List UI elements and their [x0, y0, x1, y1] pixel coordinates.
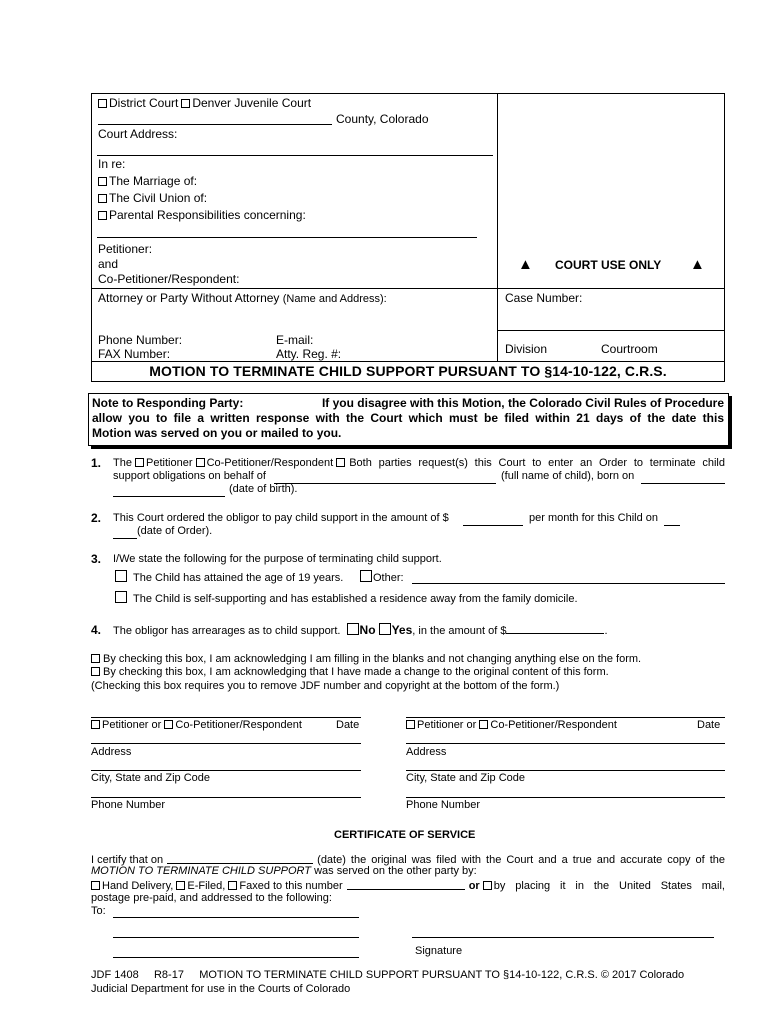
- arrears-yes-checkbox[interactable]: [379, 623, 391, 635]
- sig-left-copetitioner-checkbox[interactable]: [164, 720, 173, 729]
- petitioner-label: Petitioner:: [98, 242, 153, 256]
- court-use-only-label: COURT USE ONLY: [555, 258, 662, 272]
- sig-left-petitioner-checkbox[interactable]: [91, 720, 100, 729]
- phone-right-label: Phone Number: [406, 799, 480, 811]
- other-blank[interactable]: [412, 583, 725, 584]
- city-line-left[interactable]: [91, 770, 361, 771]
- fax-number-blank[interactable]: [347, 878, 465, 890]
- item-1-line-2a: support obligations on behalf of: [113, 470, 266, 482]
- in-re-label: In re:: [98, 157, 126, 171]
- court-address-label: Court Address:: [98, 127, 178, 141]
- marriage-checkbox[interactable]: [98, 177, 107, 186]
- caption-rule-division: [497, 330, 725, 331]
- item-2-line-1b: per month for this Child on: [529, 512, 659, 524]
- order-date-blank-2[interactable]: [113, 538, 137, 539]
- footer-line-2: Judicial Department for use in the Courts of Colorado: [91, 983, 351, 995]
- cert-to-label: To:: [91, 905, 106, 917]
- phone-line-right[interactable]: [406, 797, 725, 798]
- item-3-option-1: The Child has attained the age of 19 years.: [115, 570, 343, 584]
- faxed-checkbox[interactable]: [228, 881, 237, 890]
- division-label: Division: [505, 342, 548, 356]
- note-line-3: Motion was served on you or mailed to you.: [92, 426, 342, 440]
- ack-changed-checkbox[interactable]: [91, 667, 100, 676]
- cert-date-blank[interactable]: [167, 852, 313, 864]
- dob-blank[interactable]: [113, 496, 225, 497]
- signature-line[interactable]: [412, 937, 714, 938]
- item-3-option-2: The Child is self-supporting and has established a residence away from the family domicile.: [115, 591, 578, 605]
- sig-right-label: Petitioner or Co-Petitioner/Respondent: [406, 719, 617, 731]
- caption-rule-inre: [97, 155, 493, 156]
- item-3-number: 3.: [91, 552, 102, 566]
- denver-juvenile-checkbox[interactable]: [181, 99, 190, 108]
- to-line-3[interactable]: [113, 957, 359, 958]
- item-1-line-2b: (full name of child), born on: [501, 470, 635, 482]
- sig-right-petitioner-checkbox[interactable]: [406, 720, 415, 729]
- fax-label: FAX Number:: [98, 347, 171, 361]
- case-number-label: Case Number:: [505, 291, 583, 305]
- sig-line-right[interactable]: [406, 717, 725, 718]
- item-4-number: 4.: [91, 623, 102, 637]
- co-petitioner-label: Co-Petitioner/Respondent:: [98, 272, 240, 286]
- to-line-2[interactable]: [113, 937, 359, 938]
- item-4-line: The obligor has arrearages as to child support. No Yes, in the amount of $ .: [113, 623, 608, 637]
- both-parties-checkbox[interactable]: [336, 458, 345, 467]
- phone-left-label: Phone Number: [91, 799, 165, 811]
- parental-option: Parental Responsibilities concerning:: [98, 208, 306, 222]
- caption-divider: [497, 93, 498, 361]
- arrears-no-checkbox[interactable]: [347, 623, 359, 635]
- civil-union-option: The Civil Union of:: [98, 191, 207, 205]
- ack-line-1: By checking this box, I am acknowledging I am filling in the blanks and not changing anything else on the form.: [91, 653, 641, 665]
- city-left-label: City, State and Zip Code: [91, 772, 211, 784]
- and-label: and: [98, 257, 119, 271]
- address-line-right[interactable]: [406, 743, 725, 744]
- note-line-1: Note to Responding Party: If you disagree with this Motion, the Colorado Civil Rules of Procedure: [92, 396, 724, 410]
- note-line-2: allow you to file a written response with the Court which must be filed within 21 days of the date this: [92, 411, 724, 425]
- amount-blank[interactable]: [463, 525, 523, 526]
- signature-label: Signature: [415, 945, 463, 957]
- sig-left-date: Date: [336, 719, 360, 731]
- born-on-blank[interactable]: [641, 483, 725, 484]
- item-3-other: Other:: [360, 570, 404, 584]
- efiled-checkbox[interactable]: [176, 881, 185, 890]
- cert-line-4: postage pre-paid, and addressed to the following:: [91, 892, 332, 904]
- item-1-number: 1.: [91, 456, 102, 470]
- arrears-amount-blank[interactable]: [506, 623, 604, 634]
- address-left-label: Address: [91, 746, 132, 758]
- hand-delivery-checkbox[interactable]: [91, 881, 100, 890]
- phone-line-left[interactable]: [91, 797, 361, 798]
- address-line-left[interactable]: [91, 743, 361, 744]
- court-select-row: District Court Denver Juvenile Court: [98, 96, 311, 110]
- city-right-label: City, State and Zip Code: [406, 772, 526, 784]
- item-3-intro: I/We state the following for the purpose of terminating child support.: [113, 553, 442, 565]
- other-checkbox[interactable]: [360, 570, 372, 582]
- up-arrow-icon: ▲: [690, 256, 705, 273]
- attorney-label: Attorney or Party Without Attorney (Name and Address):: [98, 291, 387, 305]
- cert-line-2: MOTION TO TERMINATE CHILD SUPPORT was served on the other party by:: [91, 865, 477, 877]
- cert-line-1: I certify that on (date) the original was filed with the Court and a true and accurate copy of the: [91, 854, 725, 866]
- item-1-line-1: The Petitioner Co-Petitioner/Respondent Both parties request(s) this Court to enter an Order to terminate child: [113, 457, 725, 469]
- sig-left-label: Petitioner or Co-Petitioner/Respondent: [91, 719, 302, 731]
- county-blank[interactable]: [98, 124, 332, 125]
- form-title: MOTION TO TERMINATE CHILD SUPPORT PURSUANT TO §14-10-122, C.R.S.: [149, 363, 667, 379]
- sig-line-left[interactable]: [91, 717, 361, 718]
- sig-right-copetitioner-checkbox[interactable]: [479, 720, 488, 729]
- ack-line-3: (Checking this box requires you to remove JDF number and copyright at the bottom of the form.): [91, 680, 560, 692]
- district-court-checkbox[interactable]: [98, 99, 107, 108]
- child-name-blank[interactable]: [274, 483, 496, 484]
- cert-line-3: Hand Delivery, E-Filed, Faxed to this number or by placing it in the United States mail,: [91, 878, 725, 892]
- to-line-1[interactable]: [113, 917, 359, 918]
- phone-label: Phone Number:: [98, 333, 183, 347]
- age-19-checkbox[interactable]: [115, 570, 127, 582]
- civil-union-checkbox[interactable]: [98, 194, 107, 203]
- mail-checkbox[interactable]: [483, 881, 492, 890]
- item-2-line-2: (date of Order).: [137, 525, 213, 537]
- email-label: E-mail:: [276, 333, 314, 347]
- courtroom-label: Courtroom: [601, 342, 658, 356]
- order-date-blank[interactable]: [664, 525, 680, 526]
- petitioner-checkbox[interactable]: [135, 458, 144, 467]
- self-supporting-checkbox[interactable]: [115, 591, 127, 603]
- co-petitioner-checkbox[interactable]: [196, 458, 205, 467]
- parental-checkbox[interactable]: [98, 211, 107, 220]
- caption-rule-attorney: [91, 288, 725, 289]
- county-label: County, Colorado: [336, 112, 429, 126]
- footer-line-1: JDF 1408 R8-17 MOTION TO TERMINATE CHILD SUPPORT PURSUANT TO §14-10-122, C.R.S. © 2017 Colorado: [91, 969, 685, 981]
- city-line-right[interactable]: [406, 770, 725, 771]
- caption-rule-title: [91, 361, 725, 362]
- item-2-number: 2.: [91, 511, 102, 525]
- caption-rule-parties: [97, 237, 477, 238]
- address-right-label: Address: [406, 746, 447, 758]
- certificate-heading: CERTIFICATE OF SERVICE: [334, 829, 476, 841]
- atty-reg-label: Atty. Reg. #:: [276, 347, 342, 361]
- marriage-option: The Marriage of:: [98, 174, 197, 188]
- ack-no-change-checkbox[interactable]: [91, 654, 100, 663]
- ack-line-2: By checking this box, I am acknowledging that I have made a change to the original content of this form.: [91, 666, 609, 678]
- up-arrow-icon: ▲: [518, 256, 533, 273]
- item-1-line-3: (date of birth).: [229, 483, 298, 495]
- sig-right-date: Date: [697, 719, 721, 731]
- item-2-line-1a: This Court ordered the obligor to pay child support in the amount of $: [113, 512, 449, 524]
